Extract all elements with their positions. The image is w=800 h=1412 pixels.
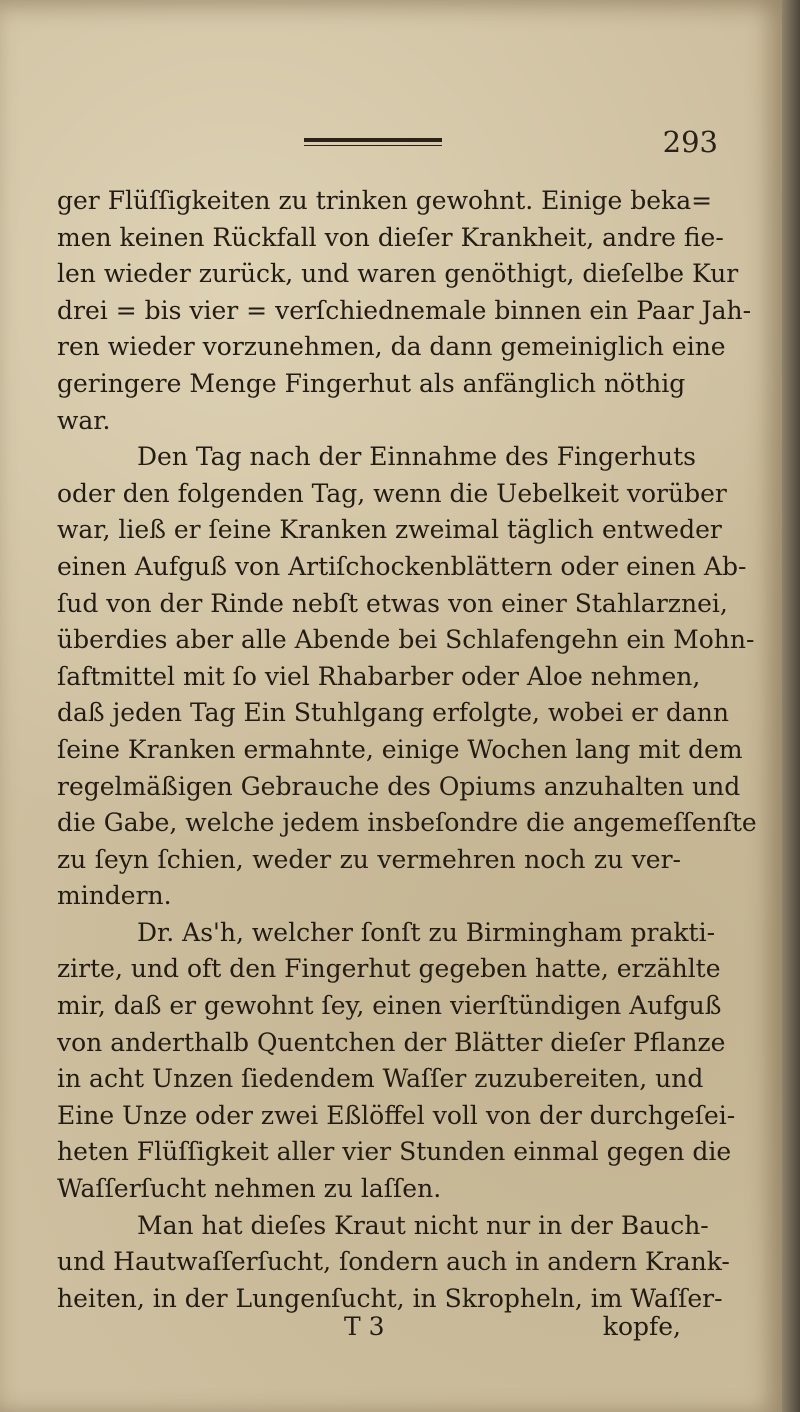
text-line: war, ließ er ſeine Kranken zweimal täglich entweder <box>57 515 722 545</box>
text-line: Eine Unze oder zwei Eßlöffel voll von der durchgeſei- <box>57 1100 736 1130</box>
text-line: oder den folgenden Tag, wenn die Uebelkeit vorüber <box>57 478 727 508</box>
text-line: ſud von der Rinde nebſt etwas von einer Stahlarznei, <box>57 588 728 618</box>
text-line: die Gabe, welche jedem insbeſondre die angemeſſenſte <box>57 808 757 838</box>
signature-mark: T 3 <box>344 1312 385 1341</box>
text-line: in acht Unzen ſiedendem Waſſer zuzubereiten, und <box>57 1064 704 1094</box>
page-number: 293 <box>662 125 718 159</box>
text-line: regelmäßigen Gebrauche des Opiums anzuhalten und <box>57 771 741 801</box>
page-edge-shadow <box>782 0 800 1412</box>
text-line: Waſſerſucht nehmen zu laſſen. <box>57 1174 442 1204</box>
text-line: mir, daß er gewohnt ſey, einen vierſtündigen Aufguß <box>57 991 722 1021</box>
text-line: Den Tag nach der Einnahme des Fingerhuts <box>137 442 696 472</box>
text-line: von anderthalb Quentchen der Blätter dieſer Pflanze <box>57 1027 726 1057</box>
text-line: zu ſeyn ſchien, weder zu vermehren noch zu ver- <box>57 844 681 874</box>
text-line: men keinen Rückfall von dieſer Krankheit, andre fie- <box>57 222 724 252</box>
text-line: daß jeden Tag Ein Stuhlgang erfolgte, wobei er dann <box>57 698 729 728</box>
text-line: war. <box>57 405 111 435</box>
text-line: ſaftmittel mit ſo viel Rhabarber oder Aloe nehmen, <box>57 661 701 691</box>
text-line: überdies aber alle Abende bei Schlafengehn ein Mohn- <box>57 625 755 655</box>
text-line: Man hat dieſes Kraut nicht nur in der Bauch- <box>137 1210 709 1240</box>
text-line: einen Aufguß von Artiſchockenblättern oder einen Ab- <box>57 551 747 581</box>
text-line: Dr. As'h, welcher ſonſt zu Birmingham prakti- <box>137 917 716 947</box>
text-line: ger Flüſſigkeiten zu trinken gewohnt. Einige beka= <box>57 186 713 215</box>
text-line: heiten, in der Lungenſucht, in Skropheln, im Waſſer- <box>57 1283 723 1313</box>
text-line: drei = bis vier = verſchiednemale binnen ein Paar Jah- <box>57 295 752 325</box>
text-line: und Hautwaſſerſucht, ſondern auch in andern Krank- <box>57 1247 730 1277</box>
body-text <box>57 183 757 1317</box>
text-line: geringere Menge Fingerhut als anfänglich nöthig <box>57 368 686 398</box>
text-line: heten Flüſſigkeit aller vier Stunden einmal gegen die <box>57 1137 732 1167</box>
text-line: mindern. <box>57 881 172 911</box>
header-rule <box>304 138 442 146</box>
text-line: zirte, und oft den Fingerhut gegeben hatte, erzählte <box>57 954 721 984</box>
text-line: len wieder zurück, und waren genöthigt, dieſelbe Kur <box>57 259 739 289</box>
text-line: ren wieder vorzunehmen, da dann gemeiniglich eine <box>57 332 726 362</box>
text-line: ſeine Kranken ermahnte, einige Wochen lang mit dem <box>57 734 743 764</box>
catchword: kopfe, <box>602 1312 681 1341</box>
